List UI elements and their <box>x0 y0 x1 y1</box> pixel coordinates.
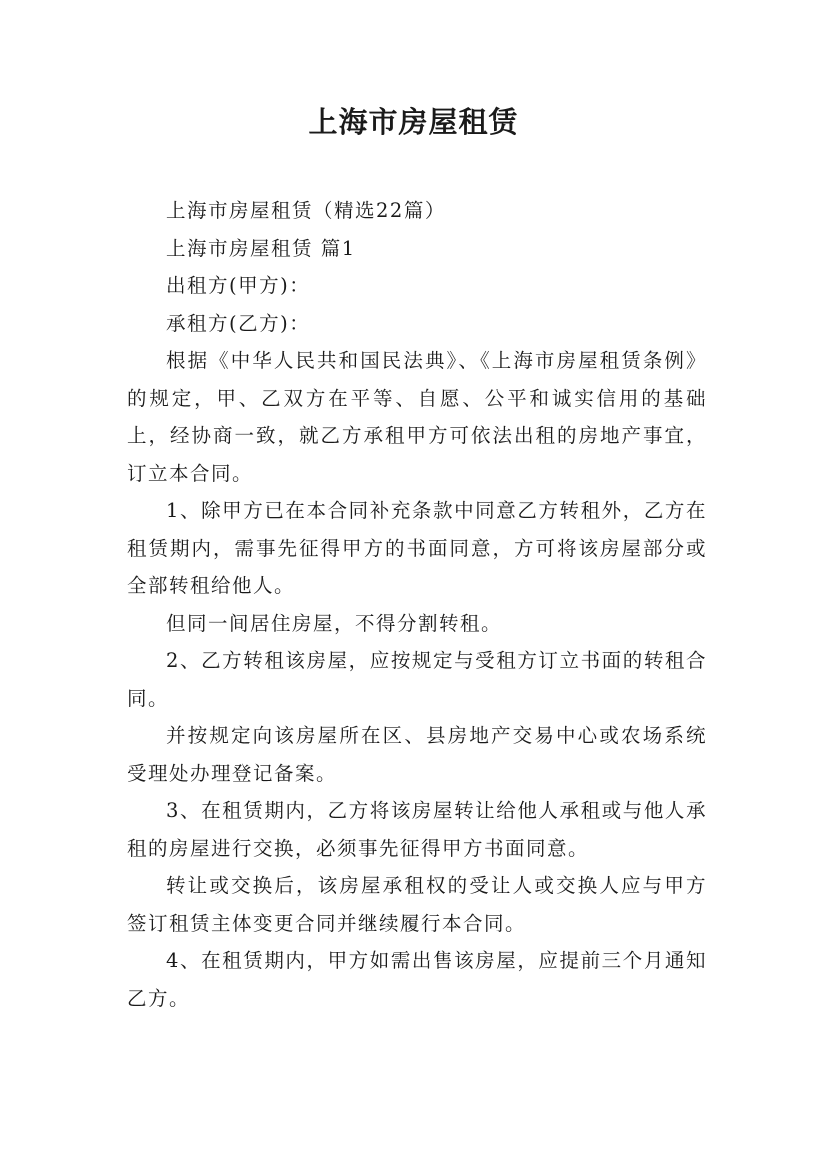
paragraph-clause-1-note: 但同一间居住房屋，不得分割转租。 <box>166 611 503 635</box>
document-title: 上海市房屋租赁 <box>308 105 519 139</box>
paragraph-heading: 上海市房屋租赁（精选22篇） <box>166 199 446 222</box>
paragraph-clause-2: 2、乙方转租该房屋，应按规定与受租方订立书面的转租合同。 <box>127 649 707 710</box>
paragraph-preamble: 根据《中华人民共和国民法典》、《上海市房屋租赁条例》的规定，甲、乙双方在平等、自愿、公平和诚实信用的基础上，经协商一致，就乙方承租甲方可依法出租的房地产事宜，订立本合同。 <box>127 349 707 485</box>
paragraph-clause-4: 4、在租赁期内，甲方如需出售该房屋，应提前三个月通知乙方。 <box>127 949 707 1010</box>
paragraph-section-title: 上海市房屋租赁 篇1 <box>166 236 356 260</box>
paragraph-clause-3-note: 转让或交换后，该房屋承租权的受让人或交换人应与甲方签订租赁主体变更合同并继续履行本合同。 <box>127 874 707 935</box>
paragraph-lessor: 出租方(甲方)： <box>166 274 311 297</box>
paragraph-clause-3: 3、在租赁期内，乙方将该房屋转让给他人承租或与他人承租的房屋进行交换，必须事先征得甲方书面同意。 <box>127 799 707 860</box>
paragraph-lessee: 承租方(乙方)： <box>166 311 311 335</box>
paragraph-clause-1: 1、除甲方已在本合同补充条款中同意乙方转租外，乙方在租赁期内，需事先征得甲方的书面同意，方可将该房屋部分或全部转租给他人。 <box>127 499 707 597</box>
paragraph-clause-2-note: 并按规定向该房屋所在区、县房地产交易中心或农场系统受理处办理登记备案。 <box>127 724 707 785</box>
document-body <box>127 192 707 1017</box>
